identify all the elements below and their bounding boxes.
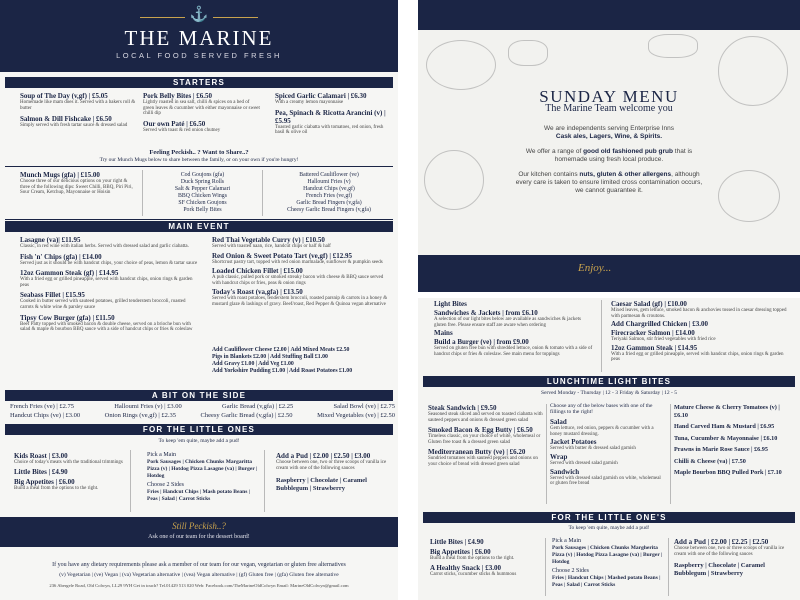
kids-sauces: Raspberry | Chocolate | Caramel Bubblegum | Strawberry xyxy=(276,477,367,493)
munch-option: Halloumi Fries (v) xyxy=(307,179,351,185)
starter-name: Salmon & Dill Fishcake | £6.50 xyxy=(20,115,112,124)
kids-pud-name: Add a Pud | £2.00 | £2.50 | £3.00 xyxy=(276,452,371,460)
starters-col-1 xyxy=(20,92,138,133)
starter-desc: Simply served with fresh tartar sauce & dressed salad xyxy=(20,123,128,129)
section-little-ones-2: FOR THE LITTLE ONE'S xyxy=(423,512,795,523)
lunch-dish-name: Steak Sandwich | £9.50 xyxy=(428,404,497,412)
light-bite-desc: With a fried egg or grilled pineapple, served with handcut chips, onion rings & garden peas xyxy=(611,351,784,363)
kids2-sauces: Raspberry | Chocolate | Caramel Bubblegum | Strawberry xyxy=(674,562,765,578)
munch-mugs-name: Munch Mugs (gfa) | £15.00 xyxy=(20,171,100,179)
starter-name: Pea, Spinach & Ricotta Arancini (v) | £5.95 xyxy=(275,108,386,125)
little-ones-subtitle: To keep 'em quite, maybe add a pud! xyxy=(158,438,240,444)
munch-option: Battered Cauliflower (ve) xyxy=(299,172,359,178)
main-dish-name: Seabass Fillet | £15.95 xyxy=(20,291,85,300)
main-menu-page xyxy=(0,0,398,600)
lunch-dish-desc: Sundried tomatoes with sauteed peppers and onions on your choice of bread with dressed green salad xyxy=(428,456,538,467)
starter-desc: Served with toast & red onion chutney xyxy=(143,127,221,133)
kids2-col-3 xyxy=(674,538,794,578)
main-dish-item xyxy=(20,291,200,310)
peckish-subtitle: Try our Munch Mugs below to share between the family, or on your own if you're hungry! xyxy=(99,157,299,163)
munch-list-a xyxy=(145,172,260,214)
kids-divider-2 xyxy=(264,450,265,512)
sunday-para-3 xyxy=(513,171,705,195)
kids2-dish xyxy=(430,548,542,562)
lunch-col-2-intro: Choose any of the below bases with one of the fillings to the right! xyxy=(550,403,653,415)
starter-item xyxy=(143,120,261,134)
light-bite-name: Caesar Salad (gf) | £10.00 xyxy=(611,300,687,308)
kids-mains-list: Pork Sausages | Chicken Chunks Margaritta Pizza (v) | Hotdog Pizza Lasagne (va) | Burger | Hotdog xyxy=(147,459,258,479)
section-starters: STARTERS xyxy=(5,77,393,88)
kids2-dish xyxy=(430,564,542,578)
kids-dish-item xyxy=(14,468,124,476)
light-bite-item xyxy=(611,300,791,319)
kids2-divider-2 xyxy=(668,538,669,596)
lunch-base-desc: Gem lettuce, red onion, peppers & cucumber with a honey mustard dressing. xyxy=(550,426,654,437)
kids2-choose-sides: Choose 2 Sides xyxy=(552,568,590,574)
main-dish-name: 12oz Gammon Steak (gf) | £14.95 xyxy=(20,269,119,278)
sunday-para-3b: nuts, gluten & other allergens xyxy=(579,171,672,178)
munch-option: Cheesy Garlic Bread Fingers (v,gfa) xyxy=(287,207,371,213)
munch-mugs-desc: Choose three of our delicious options on your right & three of the following dips: Sweet Chilli, BBQ, Piri Piri, Sour Cream, Ketchup, Mayonnaise or Hoisin xyxy=(20,179,133,196)
munch-option: Garlic Bread Fingers (v,gfa) xyxy=(296,200,362,206)
sketch-plate-icon xyxy=(426,40,496,90)
header-rule-left xyxy=(140,17,185,18)
lunch-col-2 xyxy=(550,404,666,488)
addon-line: Add Cauliflower Cheese £2.00 | Add Mixed Meats £2.50 xyxy=(212,347,350,353)
light-bite-desc: Teriyaki Salmon, stir fried vegetables with fried rice xyxy=(611,337,716,343)
main-dish-name: Red Thai Vegetable Curry (v) | £10.50 xyxy=(212,236,325,244)
sunday-para-1 xyxy=(508,125,710,141)
section-main-event: MAIN EVENT xyxy=(5,221,393,232)
starter-item xyxy=(275,109,393,136)
sunday-para-2a: We offer a range of xyxy=(525,148,582,155)
light-bite-name: Add Chargrilled Chicken | £3.00 xyxy=(611,320,709,329)
lunch-divider-1 xyxy=(546,404,547,504)
light-col-2 xyxy=(611,300,791,364)
starters-col-3 xyxy=(275,92,393,139)
munch-list-b xyxy=(265,172,393,214)
starter-item xyxy=(143,92,261,117)
kids2-dish-desc: Build a meal from the options to the right. xyxy=(430,556,515,561)
munch-option: Handcut Chips (ve,gf) xyxy=(303,186,355,192)
kids-sides-list: Fries | Handcut Chips | Mash potato Beans | Peas | Salad | Carrot Sticks xyxy=(147,489,250,502)
munch-option: SF Chicken Goujons xyxy=(178,200,227,206)
starter-name: Our own Paté | £6.50 xyxy=(143,119,206,128)
main-dish-name: Red Onion & Sweet Potato Tart (ve,gf) | £12.95 xyxy=(212,251,352,260)
main-dish-desc: Classic, in red wine with italian herbs. Served with dressed salad and garlic ciabatta. xyxy=(20,244,189,249)
little-ones-2-subtitle: To keep 'em quite, maybe add a pud! xyxy=(568,525,650,531)
side-item: Mixed Vegetables (ve) | £2.50 xyxy=(317,412,395,419)
still-peckish-subtitle: Ask one of our team for the dessert board! xyxy=(148,534,250,540)
lunch-filling: Chilli & Cheese (va) | £7.50 xyxy=(674,457,746,465)
lunchtime-subtitle: Served Monday - Thursday | 12 - 3 Friday & Saturday | 12 - 5 xyxy=(541,390,677,396)
lunch-base-name: Salad xyxy=(550,418,567,427)
lunch-dish-desc: Seasoned steak sliced and served on toasted ciabatta with sauteed peppers and onions & dressed green salad xyxy=(428,412,543,423)
kids-pud-desc: Choose between one, two or three scoops of vanilla ice cream with one of the following sauces xyxy=(276,460,387,471)
light-bite-item xyxy=(611,344,791,363)
main-dish-name: Loaded Chicken Fillet | £15.00 xyxy=(212,267,303,276)
lunch-dish-item xyxy=(428,426,548,445)
side-item: Onion Rings (ve,gf) | £2.35 xyxy=(104,412,176,419)
light-bite-desc: A selection of our light bites below are available as sandwiches & jackets gluten free. Please ensure staff are aware when ordering xyxy=(434,317,581,328)
lunch-base-desc: Served with dressed salad garnish xyxy=(550,460,618,466)
lunch-filling: Prawns in Marie Rose Sauce | £6.95 xyxy=(674,446,768,453)
kids-dish-name: Big Appetites | £6.00 xyxy=(14,477,75,486)
kids2-dish-name: Big Appetites | £6.00 xyxy=(430,548,491,556)
kids2-dish-name: A Healthy Snack | £3.00 xyxy=(430,563,501,572)
side-item: Handcut Chips (ve) | £3.00 xyxy=(10,412,81,419)
light-bite-item xyxy=(434,300,594,308)
lunch-dish-item xyxy=(428,448,548,467)
lunch-base-item xyxy=(550,418,666,437)
kids2-divider-1 xyxy=(545,538,546,596)
kids-dish-item xyxy=(14,452,124,466)
lunch-dish-desc: Timeless classic, on your choice of white, wholemeal or Gluten free toast & a dressed green salad xyxy=(428,434,541,445)
kids2-pick-main: Pick a Main xyxy=(552,538,581,544)
lunch-filling: Mature Cheese & Cherry Tomatoes (v) | £6.10 xyxy=(674,404,780,419)
lunch-bases xyxy=(550,418,666,487)
lunch-base-name: Sandwich xyxy=(550,467,580,476)
lunch-base-name: Jacket Potatoes xyxy=(550,438,597,447)
light-bite-name: Light Bites xyxy=(434,300,467,308)
starter-desc: With a creamy lemon mayonnaise xyxy=(275,100,344,105)
sunday-para-2b: good old fashioned pub grub xyxy=(583,148,673,155)
main-dish-desc: A pub classic, pulled pork or smoked streaky bacon with cheese & BBQ sauce served with handcut chips or fries, peas & onion rings xyxy=(212,275,384,286)
munch-option: French Fries (ve,gf) xyxy=(305,193,353,199)
light-bite-item xyxy=(611,320,791,328)
main-dish-item xyxy=(20,269,200,288)
starter-desc: Toasted garlic ciabatta with tomatoes, red onion, fresh basil & olive oil xyxy=(275,124,384,136)
starter-name: Pork Belly Bites | £6.50 xyxy=(143,92,213,100)
starters-col-2 xyxy=(143,92,261,136)
kids-dish-desc: Build a meal from the options to the right. xyxy=(14,485,99,491)
lunch-base-item xyxy=(550,453,666,467)
sunday-para-2c: that is homemade using fresh local produce. xyxy=(554,148,693,163)
main-dish-item xyxy=(20,314,200,333)
starter-item xyxy=(20,115,138,129)
addon-line: Add Gravy £1.00 | Add Veg £1.00 xyxy=(212,361,294,367)
lunch-filling: Tuna, Cucumber & Mayonnaise | £6.10 xyxy=(674,434,778,442)
mains-col-2 xyxy=(212,236,392,310)
starter-item xyxy=(275,92,393,106)
light-bite-desc: Mixed leaves, gem lettuce, smoked bacon & anchovies tossed in caesar dressing topped with parmesan & croutons. xyxy=(611,308,787,319)
lunch-divider-2 xyxy=(670,404,671,504)
main-dish-desc: Cooked in butter served with sauteed potatoes, grilled tenderstem broccoli, roasted carrots & white wine & parsley sauce xyxy=(20,299,186,310)
kids-col-3 xyxy=(276,452,391,493)
main-dish-desc: With a fried egg or grilled pineapple, served with handcut chips, onion rings & garden peas xyxy=(20,277,193,288)
sketch-dish-icon xyxy=(424,150,484,210)
main-dish-desc: Beef Patty topped with smoked bacon & double cheese, served on a brioche bun with salad & maple & bourbon BBQ sauce with a side of handcut chips or fries & coleslaw xyxy=(20,321,193,333)
lunch-dish-name: Smoked Bacon & Egg Butty | £6.50 xyxy=(428,426,533,435)
footer-legend: (v) Vegetarian | (ve) Vegan | (va) Vegetarian alternative | (vea) Vegan alternative | (gf) Gluten free | (gfa) Gluten free alternative xyxy=(59,572,339,578)
main-dish-name: Tipsy Cow Burger (gfa) | £11.50 xyxy=(20,313,115,322)
kids-dish-name: Kids Roast | £3.00 xyxy=(14,452,68,460)
main-dish-item xyxy=(212,252,392,266)
munch-divider-2 xyxy=(262,170,263,216)
lunch-filling: Hand Carved Ham & Mustard | £6.95 xyxy=(674,423,775,430)
kids2-dish-name: Little Bites | £4.90 xyxy=(430,538,484,546)
main-dish-desc: Served with roast potatoes, tenderstem broccoli, roasted parsnip & carrots in a honey & mustard glaze & lashings of gravy. Beef/roast, Red Pepper & Quinoa vegan alternative xyxy=(212,296,388,307)
menu-header xyxy=(0,0,398,72)
lunch-base-item xyxy=(550,468,666,487)
light-bite-name: Build a Burger (ve) | from £9.00 xyxy=(434,338,529,347)
addon-line: Add Yorkshire Pudding £1.00 | Add Roast Potatoes £1.00 xyxy=(212,368,353,374)
sunday-para-3a: Our kitchen contains xyxy=(518,171,578,178)
main-dish-name: Today's Roast (va,gfa) | £13.50 xyxy=(212,288,303,297)
munch-option: Pork Belly Bites xyxy=(183,207,222,213)
munch-option: Salt & Pepper Calamari xyxy=(174,186,231,192)
main-dish-name: Lasagne (va)| £11.95 xyxy=(20,236,81,244)
sketch-herb-icon xyxy=(508,40,548,66)
kids2-pud-name: Add a Pud | £2.00 | £2.25 | £2.50 xyxy=(674,538,769,546)
kids2-col-2 xyxy=(552,538,664,589)
sunday-top-band xyxy=(418,0,800,30)
footer-address: 236 Abergele Road, Old Colwyn, LL29 9YH Get in touch? Tel.01429 513 020 Web: Facebook.com/TheMarineOldColwyn Email: MarineOldColwyn@gmail.com xyxy=(49,583,349,588)
main-dish-desc: Served with toasted naan, rice, handcut chips or half & half xyxy=(212,244,331,249)
light-bite-name: Mains xyxy=(434,329,453,338)
light-bite-item xyxy=(434,329,594,337)
kids2-col-1 xyxy=(430,538,542,579)
still-peckish-title: Still Peckish..? xyxy=(172,521,226,531)
kids-col-2 xyxy=(147,452,259,503)
kids-col-1 xyxy=(14,452,124,493)
header-rule-right xyxy=(213,17,258,18)
light-divider xyxy=(601,300,602,372)
sunday-para-1b: Cask ales, Lagers, Wine, & Spirits. xyxy=(555,133,663,140)
light-col-1 xyxy=(434,300,594,358)
kids-divider-1 xyxy=(130,450,131,512)
starter-desc: Lightly roasted in sea salt, chilli & spices on a bed of green leaves & cucumber with either mayonnaise or sweet chilli dip xyxy=(143,100,260,117)
kids-dish-desc: Choice of today's meats with the traditional trimmings xyxy=(14,460,123,465)
light-bite-item xyxy=(434,309,594,328)
main-dish-item xyxy=(212,288,392,307)
mains-col-1 xyxy=(20,236,200,336)
munch-mugs xyxy=(20,171,138,196)
lunch-dish-item xyxy=(428,404,548,423)
kids-pick-main: Pick a Main xyxy=(147,452,176,458)
lunch-col-1 xyxy=(428,404,548,471)
main-dish-name: Fish 'n' Chips (gfa) | £14.00 xyxy=(20,252,102,261)
side-item: French Fries (ve) | £2.75 xyxy=(10,403,74,410)
munch-option: Duck Spring Rolls xyxy=(180,179,225,185)
kids-dish-name: Little Bites | £4.90 xyxy=(14,467,68,476)
brand-tagline: LOCAL FOOD SERVED FRESH xyxy=(116,51,282,60)
addon-line: Pigs in Blankets £2.00 | Add Stuffing Ball £1.00 xyxy=(212,354,328,360)
starter-desc: Homemade like mam does it. Served with a bakers roll & butter xyxy=(20,100,136,111)
sunday-para-3c: , although every care is taken to ensure limited cross contamination occurs, we cannot guarantee it. xyxy=(515,171,703,194)
side-item: Salad Bowl (ve) | £2.75 xyxy=(333,403,395,410)
lunch-base-desc: Served with dressed salad garnish on white, wholemeal or gluten free bread xyxy=(550,475,661,487)
kids2-dish xyxy=(430,538,542,546)
main-dish-item xyxy=(212,236,392,250)
peckish-title: Feeling Peckish.. ? Want to Share..? xyxy=(149,149,249,156)
munch-option: Cod Goujons (gfa) xyxy=(180,172,225,178)
section-lunchtime: LUNCHTIME LIGHT BITES xyxy=(423,376,795,387)
light-bite-item xyxy=(434,338,594,357)
side-item: Halloumi Fries (v) | £3.00 xyxy=(114,403,182,410)
side-item: Garlic Bread (v,gfa) | £2.25 xyxy=(222,403,294,410)
lunch-col-3 xyxy=(674,404,794,481)
kids-dish-item xyxy=(14,478,124,492)
lunch-dish-name: Mediterranean Butty (ve) | £6.20 xyxy=(428,448,526,457)
main-dish-item xyxy=(20,236,200,250)
mains-addons xyxy=(212,347,392,375)
section-little-ones: FOR THE LITTLE ONES xyxy=(5,424,393,435)
munch-divider-1 xyxy=(142,170,143,216)
starter-name: Spiced Garlic Calamari | £6.30 xyxy=(275,92,367,100)
footer-dietary-note: If you have any dietary requirements please ask a member of our team for our vegan, vegetarian or gluten free alternatives xyxy=(52,562,346,568)
munch-option: BBQ Chicken Wings xyxy=(178,193,227,199)
light-bite-item xyxy=(611,329,791,343)
sketch-bread-icon xyxy=(648,34,698,58)
enjoy-text: Enjoy... xyxy=(578,262,612,274)
still-peckish-band xyxy=(0,517,398,547)
sunday-bottom-band xyxy=(418,255,800,292)
lunch-base-name: Wrap xyxy=(550,452,568,461)
side-item: Cheesy Garlic Bread (v,gfa) | £2.50 xyxy=(200,412,293,419)
kids2-mains-list: Pork Sausages | Chicken Chunks Margherita Pizza (v) | Hotdog Pizza Lasagne (va) | Burger | Hotdog xyxy=(552,545,663,565)
anchor-icon: ⚓ xyxy=(189,7,209,23)
sides-row-2 xyxy=(10,412,395,420)
brand-title: THE MARINE xyxy=(124,26,274,50)
sunday-title: SUNDAY MENU xyxy=(539,87,679,106)
starter-name: Soup of The Day (v,gf) | £5.05 xyxy=(20,92,108,100)
kids2-dish-desc: Carrot sticks, cucumber sticks & hummous xyxy=(430,571,517,577)
lunch-base-item xyxy=(550,438,666,452)
main-dish-item xyxy=(212,267,392,286)
kids-choose-sides: Choose 2 Sides xyxy=(147,482,185,488)
light-bites-page xyxy=(418,298,800,600)
sunday-para-2 xyxy=(513,148,705,164)
kids2-pud-desc: Choose between one, two or three scoops of vanilla ice cream with one of the following sauces xyxy=(674,546,785,557)
sides-row-1 xyxy=(10,403,395,411)
main-dish-item xyxy=(20,253,200,267)
light-bite-desc: Served on gluten free bun with shredded lettuce, onion & tomato with a side of handcut chips or fries & coleslaw. See main menu for toppings xyxy=(434,346,593,357)
light-bite-name: Firecracker Salmon | £14.00 xyxy=(611,329,695,338)
main-dish-desc: Served just as it should be with handcut chips, your choice of peas, lemon & tartar sauce xyxy=(20,260,198,266)
sunday-welcome: The Marine Team welcome you xyxy=(545,103,673,114)
lunch-filling: Maple Bourbon BBQ Pulled Pork | £7.10 xyxy=(674,469,782,476)
sketch-bowl-icon xyxy=(718,170,780,222)
starter-item xyxy=(20,92,138,111)
light-bite-name: Sandwiches & Jackets | from £6.10 xyxy=(434,309,538,317)
light-bite-name: 12oz Gammon Steak | £14.95 xyxy=(611,343,698,352)
sunday-para-1a: We are independents serving Enterprise Inns xyxy=(544,125,674,132)
kids2-sides-list: Fries | Handcut Chips | Mashed potato Beans | Peas | Salad | Carrot Sticks xyxy=(552,575,661,588)
sunday-menu-page xyxy=(418,0,800,292)
section-on-the-side: A BIT ON THE SIDE xyxy=(5,390,393,401)
lunch-base-desc: Served with butter & dressed salad garnish xyxy=(550,446,636,452)
main-dish-desc: Shortcrust pastry tart, topped with red onion marmalade, sunflower & pumpkin seeds xyxy=(212,259,383,265)
